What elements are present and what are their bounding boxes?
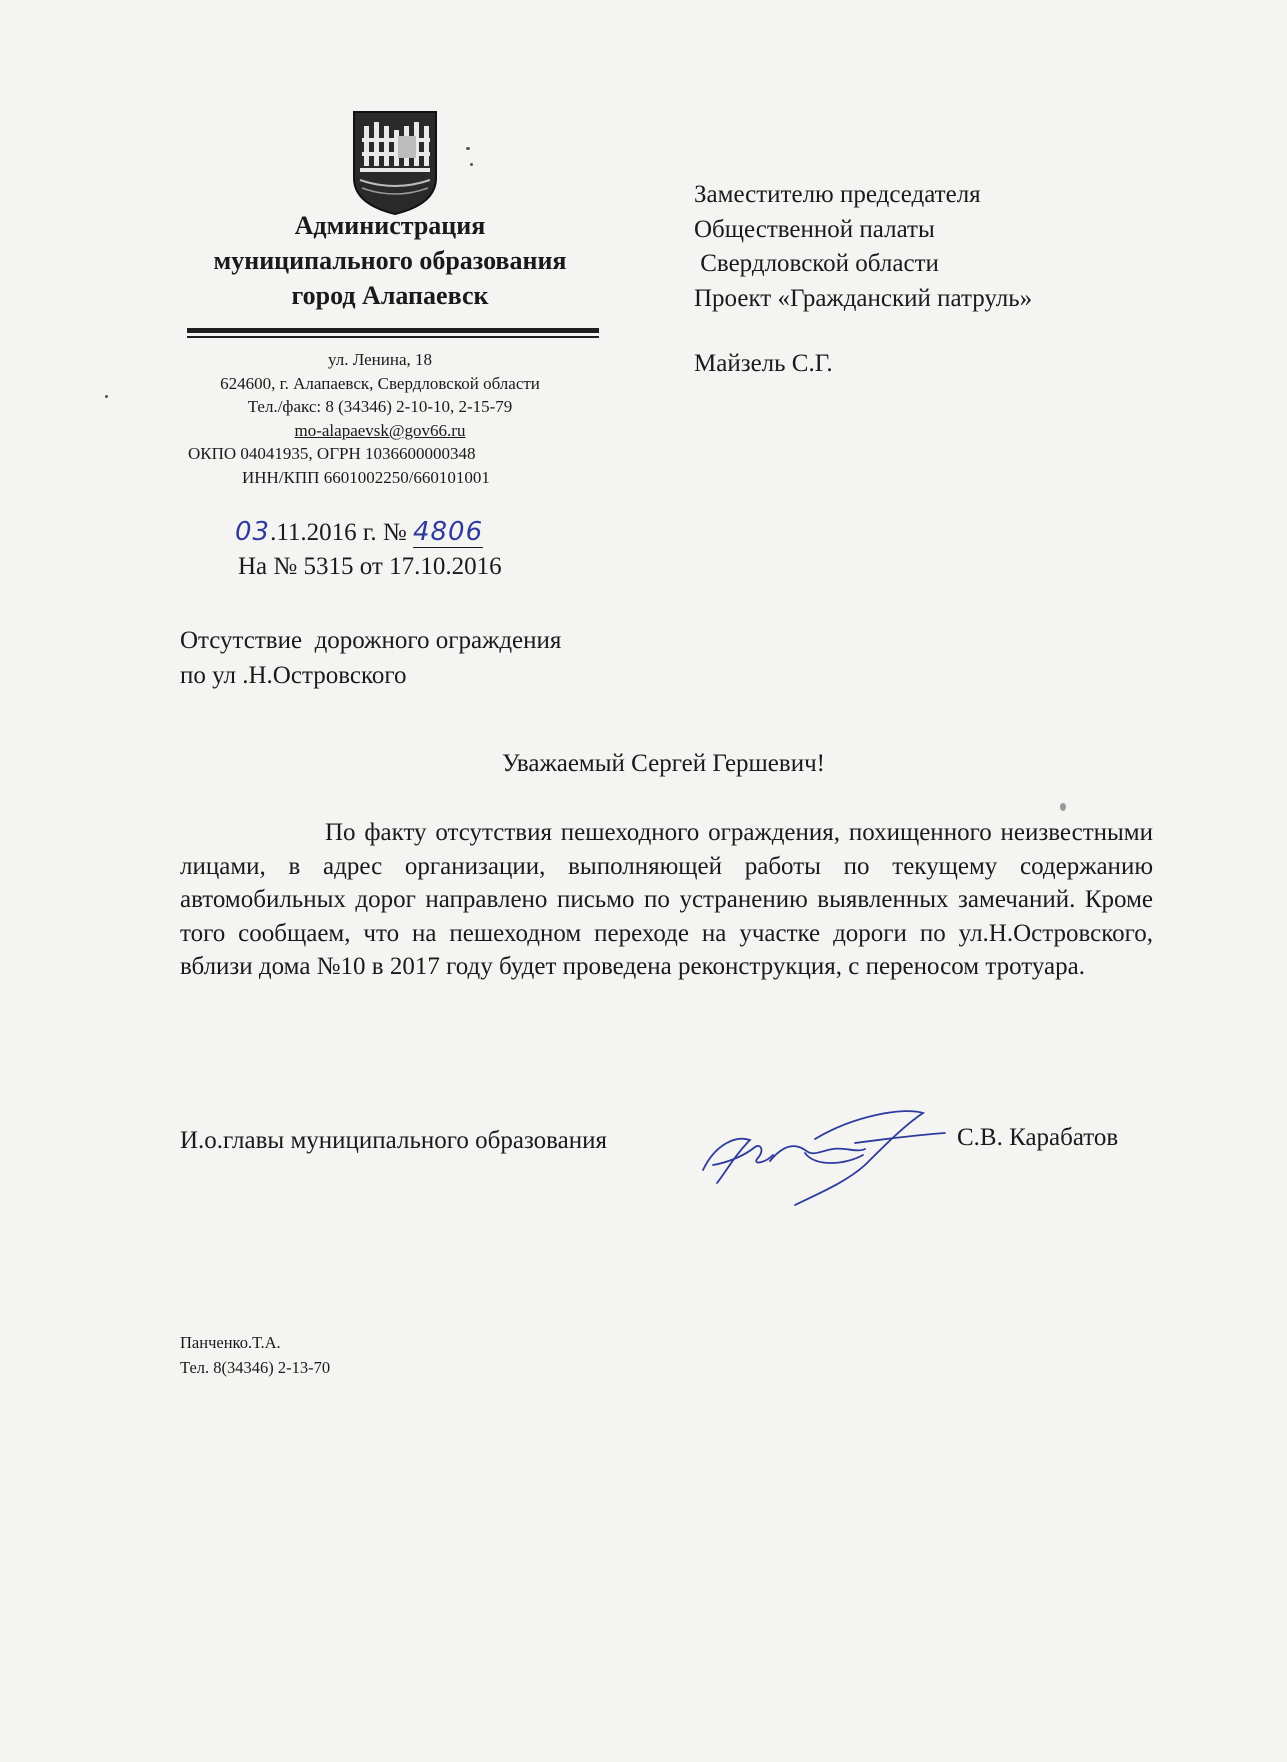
subject-line2: по ул .Н.Островского <box>180 662 407 689</box>
recipient-block <box>694 178 1032 316</box>
handwritten-signature <box>695 1095 975 1210</box>
organization-inn-kpp: ИНН/КПП 6601002250/660101001 <box>242 467 490 487</box>
organization-address-city: 624600, г. Алапаевск, Свердловской области <box>220 373 540 393</box>
letter-reference: На № 5315 от 17.10.2016 <box>238 553 502 580</box>
letter-date-rest: .11.2016 г. <box>270 519 377 546</box>
signatory-name: С.В. Карабатов <box>957 1124 1119 1151</box>
city-coat-of-arms-icon <box>350 108 440 216</box>
letter-date-day: 03 <box>235 517 271 547</box>
organization-name <box>180 208 600 313</box>
organization-name-line1: Администрация <box>294 211 486 240</box>
organization-address-street: ул. Ленина, 18 <box>327 350 433 369</box>
letter-number: 4806 <box>412 517 484 547</box>
scan-speck <box>105 395 108 398</box>
header-rule-thick <box>187 328 599 333</box>
organization-name-line3: город Алапаевск <box>291 281 489 310</box>
scan-speck <box>466 147 470 150</box>
executor-name: Панченко.Т.А. <box>180 1333 281 1352</box>
recipient-line3: Свердловской области <box>694 250 939 277</box>
letter-date-number <box>235 517 483 548</box>
executor-block <box>180 1330 330 1380</box>
letter-number-sign: № <box>382 519 407 546</box>
scan-speck <box>470 163 473 166</box>
letter-body-paragraph: По факту отсутствия пешеходного ограждения, похищенного неизвестными лицами, в адрес организации, выполняющей работы по текущему содержанию автомобильных дорог направлено письмо по устранению выявленных замечаний. Кроме того сообщаем, что на пешеходном переходе на участке дороги по ул.Н.Островского, вблизи дома №10 в 2017 году будет проведена реконструкция, с переносом тротуара. <box>180 819 1153 980</box>
recipient-line4: Проект «Гражданский патруль» <box>694 284 1033 312</box>
recipient-name: Майзель С.Г. <box>694 350 833 377</box>
organization-okpo-ogrn: ОКПО 04041935, ОГРН 1036600000348 <box>188 444 476 463</box>
organization-name-line2: муниципального образования <box>213 246 567 275</box>
executor-phone: Тел. 8(34346) 2-13-70 <box>180 1358 331 1377</box>
organization-email: mo-alapaevsk@gov66.ru <box>294 420 466 440</box>
letter-body <box>180 816 1153 984</box>
signatory-position: И.о.главы муниципального образования <box>180 1127 608 1154</box>
organization-details <box>160 348 600 489</box>
salutation: Уважаемый Сергей Гершевич! <box>502 750 825 777</box>
header-rule-thin <box>187 336 599 338</box>
recipient-line2: Общественной палаты <box>694 215 935 243</box>
scan-speck <box>1060 803 1066 811</box>
organization-phone: Тел./факс: 8 (34346) 2-10-10, 2-15-79 <box>247 397 513 416</box>
subject-line1: Отсутствие дорожного ограждения <box>180 627 562 654</box>
recipient-line1: Заместителю председателя <box>694 181 981 208</box>
letter-subject <box>180 623 561 693</box>
